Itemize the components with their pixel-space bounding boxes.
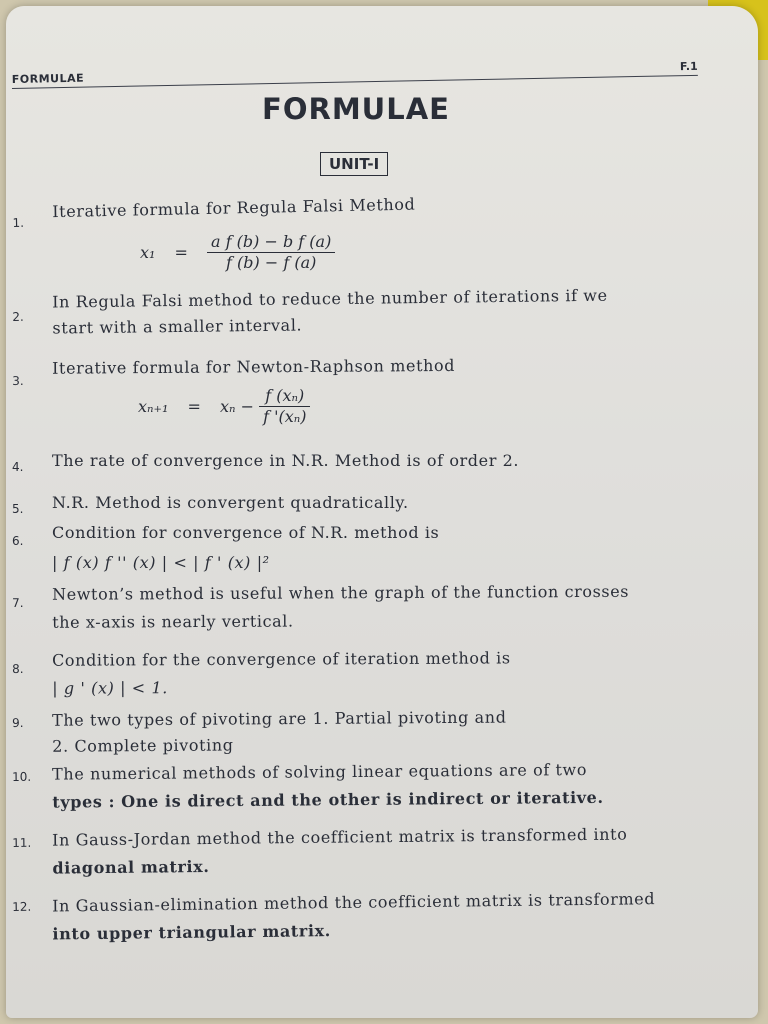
item-text-line: into upper triangular matrix. bbox=[52, 921, 331, 944]
fraction-denominator: f '(xₙ) bbox=[263, 407, 307, 426]
item-text-line: diagonal matrix. bbox=[52, 856, 210, 878]
document-page bbox=[6, 6, 758, 1018]
item-number: 5. bbox=[12, 502, 24, 516]
item-text-line: types : One is direct and the other is indirect or iterative. bbox=[52, 787, 604, 812]
fraction bbox=[259, 386, 310, 427]
unit-heading: UNIT-I bbox=[320, 152, 388, 176]
item-number: 10. bbox=[12, 769, 32, 784]
item-text-line: Condition for the convergence of iteration method is bbox=[52, 648, 511, 670]
item-number: 3. bbox=[12, 373, 24, 388]
item-number: 12. bbox=[12, 899, 32, 914]
newton-raphson-equation bbox=[138, 386, 310, 427]
item-number: 8. bbox=[12, 661, 24, 676]
item-text-line: 2. Complete pivoting bbox=[52, 735, 234, 756]
running-header bbox=[12, 55, 698, 89]
item-number: 1. bbox=[12, 215, 25, 230]
item-text-line: The numerical methods of solving linear equations are of two bbox=[52, 759, 588, 784]
item-number: 11. bbox=[12, 835, 32, 850]
fraction bbox=[207, 232, 335, 273]
item-text-line: Newton’s method is useful when the graph of the function crosses bbox=[52, 581, 630, 604]
page-title: FORMULAE bbox=[262, 92, 450, 126]
equation-lhs: x₁ bbox=[140, 243, 156, 262]
running-header-left: FORMULAE bbox=[11, 71, 85, 87]
iteration-condition: | g ' (x) | < 1. bbox=[52, 678, 168, 698]
item-text-line: Iterative formula for Newton-Raphson method bbox=[52, 355, 456, 378]
item-text-line: In Regula Falsi method to reduce the number of iterations if we bbox=[52, 285, 608, 312]
item-text-line: In Gauss-Jordan method the coefficient matrix is transformed into bbox=[52, 824, 628, 850]
equals-sign: = bbox=[174, 243, 188, 262]
item-number: 9. bbox=[12, 715, 24, 730]
equals-sign: = bbox=[187, 397, 201, 416]
convergence-condition: | f (x) f '' (x) | < | f ' (x) |² bbox=[52, 553, 270, 572]
item-number: 6. bbox=[12, 534, 24, 548]
equation-term: xₙ − bbox=[219, 397, 254, 416]
item-text-line: The two types of pivoting are 1. Partial pivoting and bbox=[52, 707, 507, 730]
item-number: 4. bbox=[12, 460, 24, 474]
item-number: 2. bbox=[12, 309, 24, 324]
fraction-numerator: f (xₙ) bbox=[259, 386, 310, 407]
item-text-line: the x-axis is nearly vertical. bbox=[52, 611, 294, 632]
fraction-numerator: a f (b) − b f (a) bbox=[207, 232, 335, 253]
item-text-line: Iterative formula for Regula Falsi Method bbox=[52, 194, 416, 222]
item-text-line: N.R. Method is convergent quadratically. bbox=[52, 493, 409, 512]
item-text-line: Condition for convergence of N.R. method is bbox=[52, 523, 440, 542]
fraction-denominator: f (b) − f (a) bbox=[226, 253, 317, 272]
item-number: 7. bbox=[12, 595, 24, 610]
item-text-line: The rate of convergence in N.R. Method is of order 2. bbox=[52, 451, 520, 470]
item-text-line: In Gaussian-elimination method the coefficient matrix is transformed bbox=[52, 889, 656, 916]
item-text-line: start with a smaller interval. bbox=[52, 315, 303, 338]
page-number: F.1 bbox=[679, 59, 698, 74]
equation-lhs: xₙ₊₁ bbox=[138, 397, 169, 416]
regula-falsi-equation bbox=[140, 232, 335, 273]
